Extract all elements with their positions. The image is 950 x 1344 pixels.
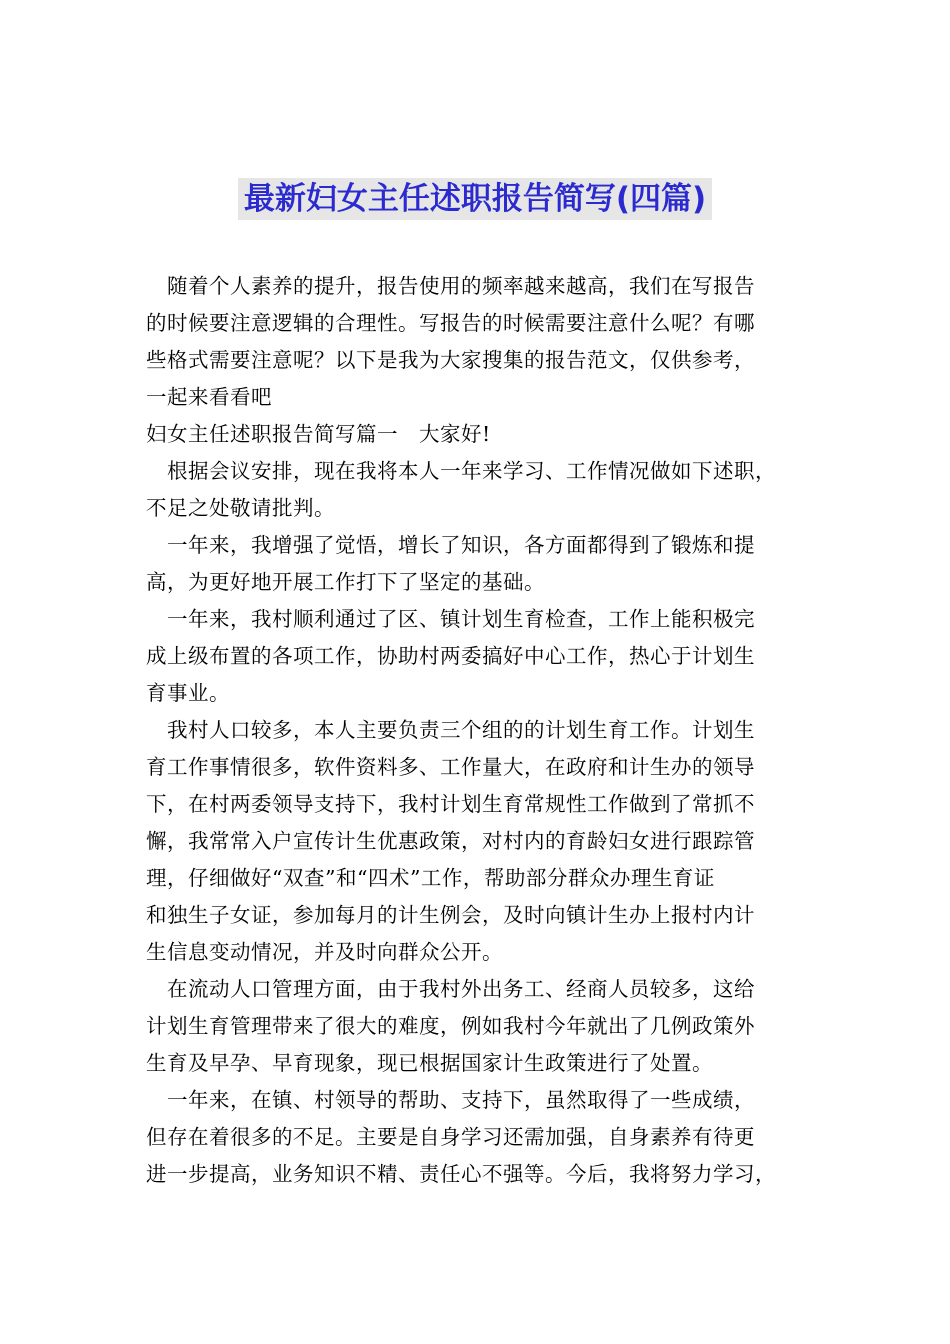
title-container	[0, 178, 950, 220]
text-line: 一年来，在镇、村领导的帮助、支持下，虽然取得了一些成绩，	[167, 1088, 755, 1112]
text-line: 不足之处敬请批判。	[146, 496, 335, 520]
text-line: 的时候要注意逻辑的合理性。写报告的时候需要注意什么呢？有哪	[146, 311, 755, 335]
text-line: 理，仔细做好“双查”和“四术”工作，帮助部分群众办理生育证	[146, 866, 715, 890]
document-title: 最新妇女主任述职报告简写(四篇)	[238, 178, 712, 220]
text-line: 和独生子女证，参加每月的计生例会，及时向镇计生办上报村内计	[146, 903, 755, 927]
text-line: 生信息变动情况，并及时向群众公开。	[146, 940, 503, 964]
text-line: 下，在村两委领导支持下，我村计划生育常规性工作做到了常抓不	[146, 792, 755, 816]
text-line: 育工作事情很多，软件资料多、工作量大，在政府和计生办的领导	[146, 755, 755, 779]
text-line: 但存在着很多的不足。主要是自身学习还需加强，自身素养有待更	[146, 1125, 755, 1149]
text-line: 随着个人素养的提升，报告使用的频率越来越高，我们在写报告	[167, 274, 755, 298]
text-line: 成上级布置的各项工作，协助村两委搞好中心工作，热心于计划生	[146, 644, 755, 668]
text-line: 些格式需要注意呢？以下是我为大家搜集的报告范文，仅供参考，	[146, 348, 755, 372]
text-line: 一起来看看吧	[146, 385, 272, 409]
text-line: 计划生育管理带来了很大的难度，例如我村今年就出了几例政策外	[146, 1014, 755, 1038]
document-body	[146, 268, 812, 1193]
text-line: 懈，我常常入户宣传计生优惠政策，对村内的育龄妇女进行跟踪管	[146, 829, 755, 853]
text-line: 一年来，我村顺利通过了区、镇计划生育检查，工作上能积极完	[167, 607, 755, 631]
text-line: 我村人口较多，本人主要负责三个组的的计划生育工作。计划生	[167, 718, 755, 742]
text-line: 高，为更好地开展工作打下了坚定的基础。	[146, 570, 545, 594]
text-line: 根据会议安排，现在我将本人一年来学习、工作情况做如下述职，	[167, 459, 776, 483]
text-line: 生育及早孕、早育现象，现已根据国家计生政策进行了处置。	[146, 1051, 713, 1075]
text-line: 育事业。	[146, 681, 230, 705]
text-line: 进一步提高，业务知识不精、责任心不强等。今后，我将努力学习，	[146, 1162, 776, 1186]
text-line: 一年来，我增强了觉悟，增长了知识，各方面都得到了锻炼和提	[167, 533, 755, 557]
text-line: 妇女主任述职报告简写篇一 大家好!	[146, 422, 491, 446]
text-line: 在流动人口管理方面，由于我村外出务工、经商人员较多，这给	[167, 977, 755, 1001]
